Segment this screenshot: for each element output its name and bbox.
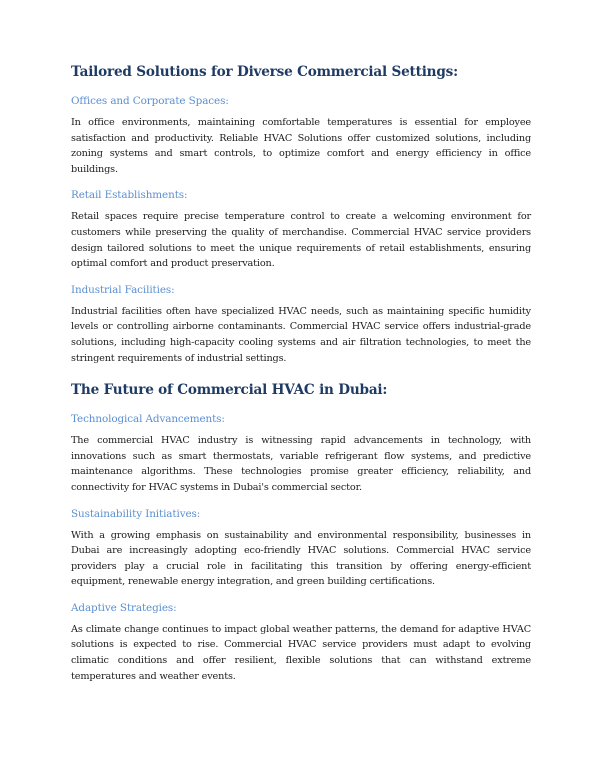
subheading-retail: Retail Establishments:	[71, 189, 188, 202]
subheading-sustainability: Sustainability Initiatives:	[71, 507, 201, 520]
paragraph-adaptive: As climate change continues to impact global weather patterns, the demand for adaptive HVAC solutions is expected to rise. Commercial HVAC service providers must adapt to evolving climatic conditions and offer resilient, flexible solutions that can withstand extreme temperatures and weather events.	[71, 623, 531, 682]
paragraph-sustainability: With a growing emphasis on sustainability and environmental responsibility, businesses in Dubai are increasingly adopting eco-friendly HVAC solutions. Commercial HVAC service providers play a crucial role in facilitating this transition by offering energy-efficient equipment, renewable energy integration, and green building certifications.	[71, 529, 531, 588]
paragraph-offices: In office environments, maintaining comfortable temperatures is essential for employee satisfaction and productivity. Reliable HVAC Solutions offer customized solutions, including zoning systems and smart controls, to optimize comfort and energy efficiency in office buildings.	[71, 117, 531, 175]
subheading-industrial: Industrial Facilities:	[71, 283, 175, 296]
section-title-future: The Future of Commercial HVAC in Dubai:	[71, 382, 388, 399]
subheading-adaptive: Adaptive Strategies:	[71, 601, 177, 614]
paragraph-technological: The commercial HVAC industry is witnessing rapid advancements in technology, with innovations such as smart thermostats, variable refrigerant flow systems, and predictive maintenance algorithms. These technologies promise greater efficiency, reliability, and connectivity for HVAC systems in Dubai's commercial sector.	[71, 435, 531, 493]
paragraph-industrial: Industrial facilities often have specialized HVAC needs, such as maintaining specific humidity levels or controlling airborne contaminants. Commercial HVAC service offers industrial-grade solutions, including high-capacity cooling systems and air filtration technologies, to meet the stringent requirements of industrial settings.	[71, 305, 531, 364]
subheading-technological: Technological Advancements:	[71, 413, 225, 426]
document-page	[71, 64, 531, 696]
section-title-tailored-solutions: Tailored Solutions for Diverse Commercial Settings:	[71, 64, 458, 80]
subheading-offices: Offices and Corporate Spaces:	[71, 95, 229, 107]
paragraph-retail: Retail spaces require precise temperature control to create a welcoming environment for customers while preserving the quality of merchandise. Commercial HVAC service providers design tailored solutions to meet the unique requirements of retail establishments, ensuring optimal comfort and product preservation.	[71, 211, 531, 270]
